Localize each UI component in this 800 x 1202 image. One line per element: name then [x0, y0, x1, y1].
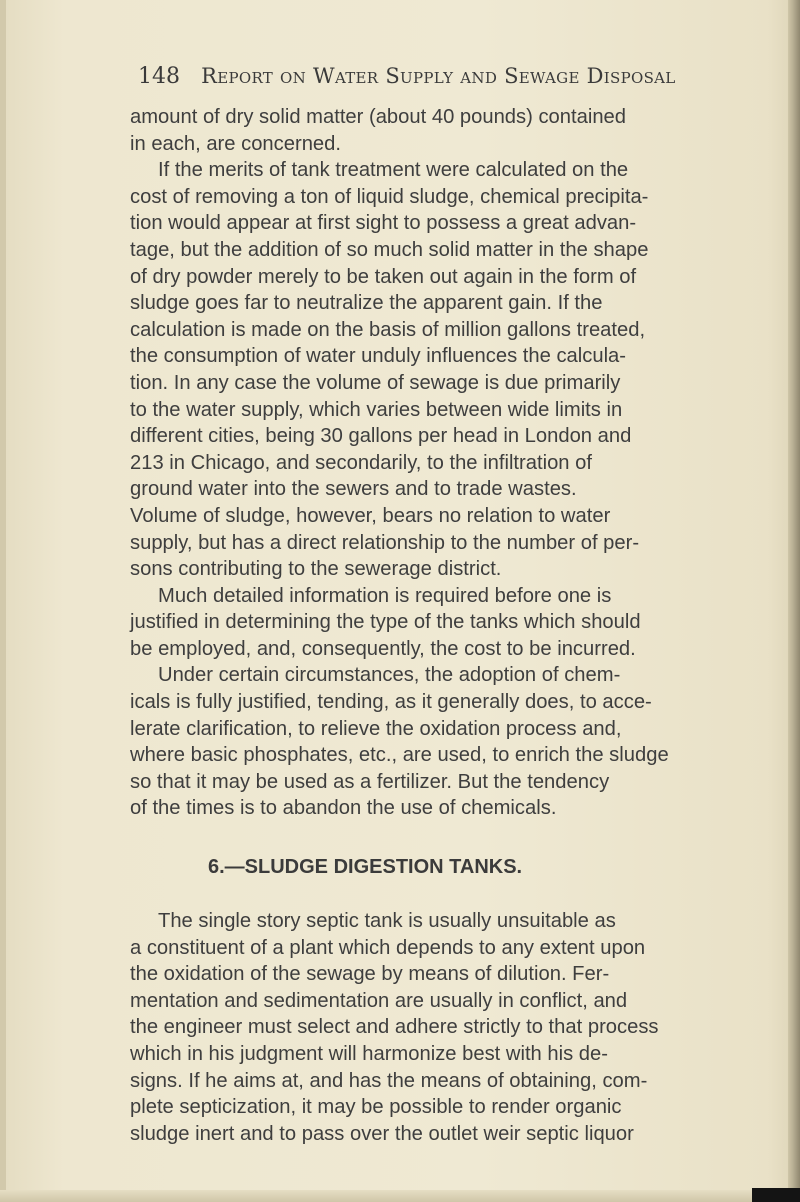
text-line: cost of removing a ton of liquid sludge, chemical precipita-: [130, 185, 649, 208]
section-heading: 6.—SLUDGE DIGESTION TANKS.: [208, 856, 523, 879]
running-title: Report on Water Supply and Sewage Disposal: [201, 64, 676, 88]
text-line: where basic phosphates, etc., are used, to enrich the sludge: [130, 744, 669, 767]
page-number: 148: [138, 64, 180, 89]
text-line: Much detailed information is required before one is: [158, 584, 612, 607]
text-line: the consumption of water unduly influences the calcula-: [130, 345, 627, 368]
text-line: ground water into the sewers and to trade wastes.: [130, 478, 577, 501]
page-bottom-edge: [0, 1190, 800, 1202]
paragraph: [130, 157, 762, 583]
text-line: be employed, and, consequently, the cost to be incurred.: [130, 637, 636, 660]
text-line: in each, are concerned.: [130, 132, 341, 155]
text-line: Under certain circumstances, the adoption of chem-: [158, 664, 621, 687]
text-line: of dry powder merely to be taken out again in the form of: [130, 265, 637, 288]
text-line: supply, but has a direct relationship to the number of per-: [130, 531, 640, 554]
paragraph: [130, 662, 762, 822]
text-line: icals is fully justified, tending, as it generally does, to acce-: [130, 691, 652, 714]
text-line: plete septicization, it may be possible to render organic: [130, 1096, 622, 1119]
text-line: justified in determining the type of the tanks which should: [130, 611, 641, 634]
section-paragraph: [130, 908, 762, 1147]
text-line: Volume of sludge, however, bears no relation to water: [130, 504, 611, 527]
text-line: tion. In any case the volume of sewage is due primarily: [130, 371, 621, 394]
text-line: amount of dry solid matter (about 40 pounds) contained: [130, 106, 627, 128]
text-line: the oxidation of the sewage by means of dilution. Fer-: [130, 963, 610, 986]
text-line: The single story septic tank is usually unsuitable as: [158, 910, 616, 933]
text-line: 213 in Chicago, and secondarily, to the infiltration of: [130, 451, 592, 474]
paragraph: [130, 583, 762, 663]
text-line: a constituent of a plant which depends to any extent upon: [130, 936, 646, 959]
text-line: sludge inert and to pass over the outlet weir septic liquor: [130, 1122, 634, 1145]
text-line: so that it may be used as a fertilizer. But the tendency: [130, 770, 610, 793]
text-line: signs. If he aims at, and has the means of obtaining, com-: [130, 1069, 648, 1092]
text-line: sludge goes far to neutralize the apparent gain. If the: [130, 292, 603, 315]
text-line: of the times is to abandon the use of chemicals.: [130, 797, 557, 820]
text-line: tion would appear at first sight to possess a great advan-: [130, 212, 637, 235]
body-text: [130, 104, 762, 1147]
text-line: lerate clarification, to relieve the oxidation process and,: [130, 717, 622, 740]
page-right-edge: [788, 0, 800, 1202]
text-line: calculation is made on the basis of million gallons treated,: [130, 318, 646, 341]
paragraph: [130, 104, 762, 157]
scan-corner-mark: [752, 1188, 800, 1202]
text-line: tage, but the addition of so much solid matter in the shape: [130, 238, 649, 261]
text-line: If the merits of tank treatment were calculated on the: [158, 159, 629, 182]
text-line: different cities, being 30 gallons per head in London and: [130, 425, 632, 448]
running-header: [138, 64, 738, 89]
text-line: mentation and sedimentation are usually in conflict, and: [130, 989, 628, 1012]
text-line: the engineer must select and adhere strictly to that process: [130, 1016, 659, 1039]
page-left-edge: [0, 0, 6, 1202]
text-line: sons contributing to the sewerage district.: [130, 558, 502, 581]
text-line: to the water supply, which varies between wide limits in: [130, 398, 623, 421]
text-line: which in his judgment will harmonize best with his de-: [130, 1043, 608, 1065]
